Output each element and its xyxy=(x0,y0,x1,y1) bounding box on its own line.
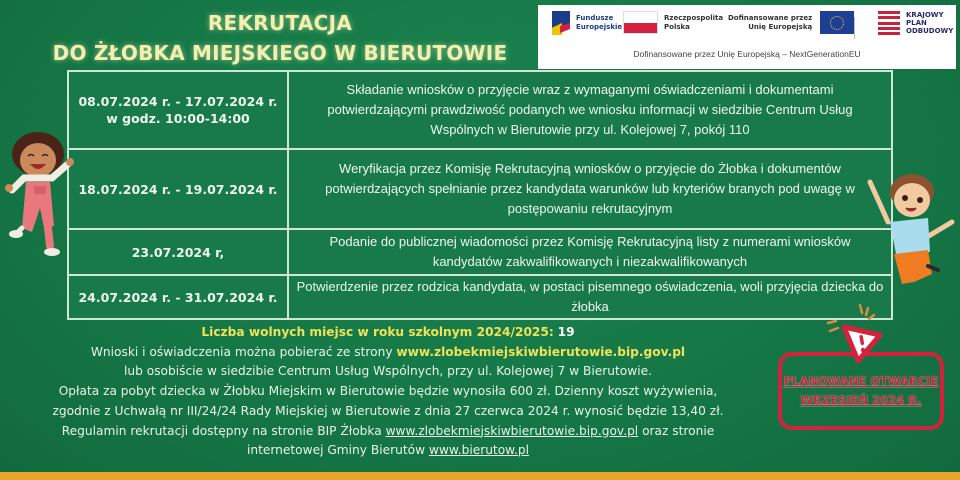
schedule-date xyxy=(68,71,288,149)
forms-text: Wnioski i oświadczenia można pobierać ze strony xyxy=(90,344,393,359)
rules-text: Regulamin rekrutacji dostępny na stronie BIP Żłobka xyxy=(61,423,382,438)
fundusze-europejskie-icon xyxy=(552,11,570,35)
forms-line-2: lub osobiście w siedzibie Centrum Usług Wspólnych, przy ul. Kolejowej 7 w Bierutowie. xyxy=(124,364,652,379)
info-block xyxy=(0,323,776,461)
bottom-accent-strip xyxy=(0,472,960,480)
rules-text-2: oraz stronie xyxy=(642,423,715,438)
logo-label: KRAJOWY xyxy=(906,11,944,19)
opening-badge xyxy=(778,352,944,430)
table-row xyxy=(68,71,892,149)
gmina-text: internetowej Gminy Bierutów xyxy=(246,443,426,458)
free-places-line xyxy=(0,323,776,343)
title-line-2: DO ŻŁOBKA MIEJSKIEGO W BIERUTOWIE xyxy=(52,41,508,65)
forms-url[interactable]: www.zlobekmiejskiwbierutowie.bip.gov.pl xyxy=(396,344,686,359)
page-title xyxy=(20,8,540,68)
title-line-1: REKRUTACJA xyxy=(207,11,353,35)
recruitment-schedule-table xyxy=(67,70,893,320)
free-places-value: 19 xyxy=(557,325,575,339)
fee-line-2: zgodnie z Uchwałą nr III/24/24 Rady Miejskiej w Bierutowie z dnia 27 czerwca 2024 r. wynosić będzie 13,40 zł. xyxy=(52,403,724,418)
logo-label: Dofinansowane przez xyxy=(728,13,813,22)
date-range: 08.07.2024 r. - 17.07.2024 r. xyxy=(78,94,278,109)
forms-line xyxy=(0,343,776,363)
boy-illustration xyxy=(862,170,958,300)
table-row xyxy=(68,275,892,319)
free-places-label: Liczba wolnych miejsc w roku szkolnym 2024/2025: xyxy=(201,325,554,339)
schedule-date: 24.07.2024 r. - 31.07.2024 r. xyxy=(68,275,288,319)
schedule-date: 18.07.2024 r. - 19.07.2024 r. xyxy=(68,149,288,229)
logo-label: Unię Europejską xyxy=(748,22,813,31)
fee-line-1: Opłata za pobyt dziecka w Żłobku Miejskim w Bierutowie będzie wynosiła 600 zł. Dzienny koszt wyżywienia, xyxy=(58,384,718,399)
rules-link[interactable]: www.zlobekmiejskiwbierutowie.bip.gov.pl xyxy=(385,423,639,438)
logo-divider xyxy=(854,17,855,39)
schedule-description: Potwierdzenie przez rodzica kandydata, w postaci pisemnego oświadczenia, woli przyjęcia dziecka do żłobka xyxy=(288,275,892,319)
logo-label: Polska xyxy=(664,22,690,31)
rules-line xyxy=(0,422,776,442)
logo-fundusze-europejskie xyxy=(552,11,622,35)
girl-illustration xyxy=(2,128,78,266)
logo-label: Rzeczpospolita xyxy=(664,13,724,22)
polish-flag-icon xyxy=(623,11,658,34)
logo-dofinansowane-ue xyxy=(728,11,854,34)
eu-flag-icon xyxy=(820,11,854,34)
date-hours: w godz. 10:00-14:00 xyxy=(106,111,250,126)
logo-krajowy-plan-odbudowy xyxy=(878,11,953,35)
logo-label: ODBUDOWY xyxy=(906,27,954,35)
logo-rzeczpospolita-polska xyxy=(623,11,723,34)
logo-label: PLAN xyxy=(906,19,927,27)
kpo-icon xyxy=(878,11,900,35)
logo-label: Fundusze xyxy=(576,14,614,22)
gmina-line xyxy=(0,441,776,461)
alert-rays-icon xyxy=(826,303,886,339)
logo-label: Europejskie xyxy=(576,23,623,31)
table-row xyxy=(68,149,892,229)
funding-caption: Dofinansowane przez Unię Europejską – NextGenerationEU xyxy=(633,49,861,59)
schedule-description: Składanie wniosków o przyjęcie wraz z wymaganymi oświadczeniami i dokumentami potwierdzającymi prawdziwość podanych we wniosku informacji w siedzibie Centrum Usług Wspólnych w Bierutowie przy ul. Kolejowej 7, pokój 110 xyxy=(288,71,892,149)
gmina-link[interactable]: www.bierutow.pl xyxy=(428,443,530,458)
schedule-date: 23.07.2024 r, xyxy=(68,229,288,275)
schedule-description: Weryfikacja przez Komisję Rekrutacyjną wniosków o przyjęcie do Żłobka i dokumentów potwierdzających spełnianie przez kandydata warunków lub kryteriów branych pod uwagę w postępowaniu rekrutacyjnym xyxy=(288,149,892,229)
badge-line-1: PLANOWANE OTWARCIE xyxy=(783,374,939,388)
funding-logo-banner xyxy=(538,5,956,69)
table-row xyxy=(68,229,892,275)
schedule-description: Podanie do publicznej wiadomości przez Komisję Rekrutacyjną listy z numerami wniosków kandydatów zakwalifikowanych i niezakwalifikowanych xyxy=(288,229,892,275)
badge-line-2: WRZESIEŃ 2024 R. xyxy=(800,393,922,407)
